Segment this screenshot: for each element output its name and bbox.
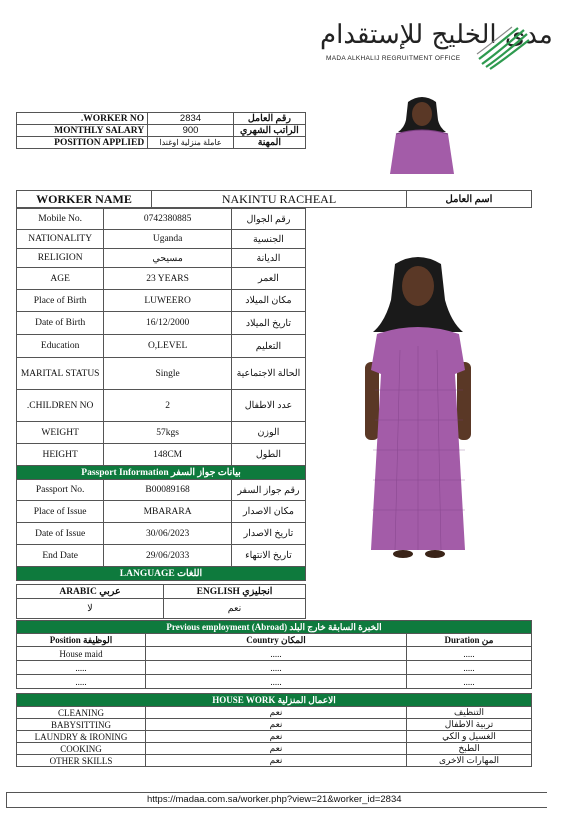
logo: [318, 20, 553, 70]
worker-name-table: [16, 190, 532, 208]
mobile-label-ar: رقم الجوال: [231, 209, 305, 230]
birth-place-label: Place of Birth: [17, 290, 104, 312]
nationality-label-ar: الجنسية: [231, 230, 305, 249]
passport-no-label-ar: رقم جواز السفر: [231, 480, 305, 501]
table-row: [17, 719, 532, 731]
table-row: [17, 358, 306, 390]
table-row: [17, 743, 532, 755]
age-label: AGE: [17, 268, 104, 290]
table-row: [17, 755, 532, 767]
table-row: [17, 335, 306, 358]
cleaning-value: نعم: [146, 707, 407, 719]
position-value: عاملة منزلية اوغندا: [148, 137, 234, 149]
table-row: [17, 731, 532, 743]
language-table: [16, 584, 306, 619]
worker-no-label: .WORKER NO: [17, 113, 148, 125]
house-work-table: [16, 693, 532, 767]
table-row: [17, 523, 306, 545]
babysitting-label: BABYSITTING: [17, 719, 146, 731]
marital-value: Single: [104, 358, 232, 390]
house-work-header-row: [17, 694, 532, 707]
birth-date-value: 16/12/2000: [104, 312, 232, 335]
table-row: [17, 444, 306, 466]
laundry-value: نعم: [146, 731, 407, 743]
nationality-label: NATIONALITY: [17, 230, 104, 249]
employment-columns-row: [17, 634, 532, 647]
logo-emblem-icon: [476, 24, 530, 70]
language-header-row: [17, 567, 306, 581]
employment-table: [16, 620, 532, 689]
marital-label-ar: الحالة الاجتماعية: [231, 358, 305, 390]
end-date-label-ar: تاريخ الانتهاء: [231, 545, 305, 567]
worker-name-label: WORKER NAME: [17, 191, 152, 208]
arabic-language-value: لا: [17, 599, 164, 619]
worker-no-label-ar: رقم العامل: [233, 113, 305, 125]
other-skills-label: OTHER SKILLS: [17, 755, 146, 767]
employment-position: House maid: [17, 647, 146, 661]
summary-table: [16, 112, 306, 149]
age-label-ar: العمر: [231, 268, 305, 290]
footer-url-bar: [6, 792, 547, 808]
employment-country: .....: [146, 675, 407, 689]
other-skills-label-ar: المهارات الاخرى: [407, 755, 532, 767]
table-row: [17, 501, 306, 523]
height-value: 148CM: [104, 444, 232, 466]
duration-column-header: Duration من: [407, 634, 532, 647]
worker-name-value: NAKINTU RACHEAL: [152, 191, 407, 208]
issue-date-label-ar: تاريخ الاصدار: [231, 523, 305, 545]
worker-name-label-ar: اسم العامل: [407, 191, 532, 208]
birth-date-label: Date of Birth: [17, 312, 104, 335]
employment-position: .....: [17, 661, 146, 675]
employment-header-row: [17, 621, 532, 634]
marital-label: MARITAL STATUS: [17, 358, 104, 390]
worker-photo-small: [382, 92, 462, 174]
height-label-ar: الطول: [231, 444, 305, 466]
education-label: Education: [17, 335, 104, 358]
logo-english-text: MADA ALKHALIJ REGRUITMENT OFFICE: [326, 55, 461, 62]
mobile-value: 0742380885: [104, 209, 232, 230]
employment-duration: .....: [407, 661, 532, 675]
employment-duration: .....: [407, 675, 532, 689]
table-row: [17, 647, 532, 661]
worker-details-table: [16, 208, 306, 581]
employment-position: .....: [17, 675, 146, 689]
salary-value: 900: [148, 125, 234, 137]
position-column-header: Position الوظيفة: [17, 634, 146, 647]
position-label-ar: المهنة: [233, 137, 305, 149]
table-row: [17, 675, 532, 689]
babysitting-value: نعم: [146, 719, 407, 731]
mobile-label: Mobile No.: [17, 209, 104, 230]
nationality-value: Uganda: [104, 230, 232, 249]
birth-place-label-ar: مكان الميلاد: [231, 290, 305, 312]
table-row: [17, 390, 306, 422]
weight-value: 57kgs: [104, 422, 232, 444]
weight-label-ar: الوزن: [231, 422, 305, 444]
passport-no-value: B00089168: [104, 480, 232, 501]
height-label: HEIGHT: [17, 444, 104, 466]
education-label-ar: التعليم: [231, 335, 305, 358]
employment-duration: .....: [407, 647, 532, 661]
table-row: [17, 125, 306, 137]
table-row: [17, 312, 306, 335]
table-row: [17, 661, 532, 675]
table-row: [17, 249, 306, 268]
worker-url-link[interactable]: https://madaa.com.sa/worker.php?view=21&worker_id=2834: [147, 794, 402, 805]
religion-label-ar: الديانة: [231, 249, 305, 268]
table-row: [17, 599, 306, 619]
arabic-language-label: ARABIC عربي: [17, 585, 164, 599]
english-language-value: نعم: [164, 599, 306, 619]
table-row: [17, 191, 532, 208]
issue-place-label-ar: مكان الاصدار: [231, 501, 305, 523]
passport-no-label: Passport No.: [17, 480, 104, 501]
birth-date-label-ar: تاريخ الميلاد: [231, 312, 305, 335]
cleaning-label: CLEANING: [17, 707, 146, 719]
english-language-label: ENGLISH انجليزي: [164, 585, 306, 599]
salary-label-ar: الراتب الشهري: [233, 125, 305, 137]
table-row: [17, 290, 306, 312]
table-row: [17, 422, 306, 444]
language-header: LANGUAGE اللغات: [17, 567, 306, 581]
cleaning-label-ar: التنظيف: [407, 707, 532, 719]
end-date-label: End Date: [17, 545, 104, 567]
salary-label: MONTHLY SALARY: [17, 125, 148, 137]
table-row: [17, 209, 306, 230]
issue-place-value: MBARARA: [104, 501, 232, 523]
table-row: [17, 230, 306, 249]
worker-photo-full: [355, 250, 481, 562]
employment-header: Previous employment (Abroad) الخبرة السابقة خارج البلد: [17, 621, 532, 634]
table-row: [17, 707, 532, 719]
logo-arabic-text: مدى الخليج للإستقدام: [320, 20, 553, 50]
country-column-header: Country المكان: [146, 634, 407, 647]
table-row: [17, 545, 306, 567]
employment-country: .....: [146, 647, 407, 661]
laundry-label-ar: الغسيل و الكي: [407, 731, 532, 743]
weight-label: WEIGHT: [17, 422, 104, 444]
passport-header-row: [17, 466, 306, 480]
issue-date-value: 30/06/2023: [104, 523, 232, 545]
table-row: [17, 137, 306, 149]
table-row: [17, 268, 306, 290]
religion-value: مسيحي: [104, 249, 232, 268]
position-label: POSITION APPLIED: [17, 137, 148, 149]
table-row: [17, 480, 306, 501]
issue-place-label: Place of Issue: [17, 501, 104, 523]
table-row: [17, 585, 306, 599]
education-value: O,LEVEL: [104, 335, 232, 358]
employment-country: .....: [146, 661, 407, 675]
house-work-header: HOUSE WORK الاعمال المنزلية: [17, 694, 532, 707]
birth-place-value: LUWEERO: [104, 290, 232, 312]
issue-date-label: Date of Issue: [17, 523, 104, 545]
babysitting-label-ar: تربية الاطفال: [407, 719, 532, 731]
cooking-label-ar: الطبخ: [407, 743, 532, 755]
end-date-value: 29/06/2033: [104, 545, 232, 567]
cooking-label: COOKING: [17, 743, 146, 755]
children-label-ar: عدد الاطفال: [231, 390, 305, 422]
children-value: 2: [104, 390, 232, 422]
other-skills-value: نعم: [146, 755, 407, 767]
religion-label: RELIGION: [17, 249, 104, 268]
cooking-value: نعم: [146, 743, 407, 755]
worker-no-value: 2834: [148, 113, 234, 125]
table-row: [17, 113, 306, 125]
children-label: .CHILDREN NO: [17, 390, 104, 422]
laundry-label: LAUNDRY & IRONING: [17, 731, 146, 743]
age-value: 23 YEARS: [104, 268, 232, 290]
passport-header: Passport Information بيانات جواز السفر: [17, 466, 306, 480]
